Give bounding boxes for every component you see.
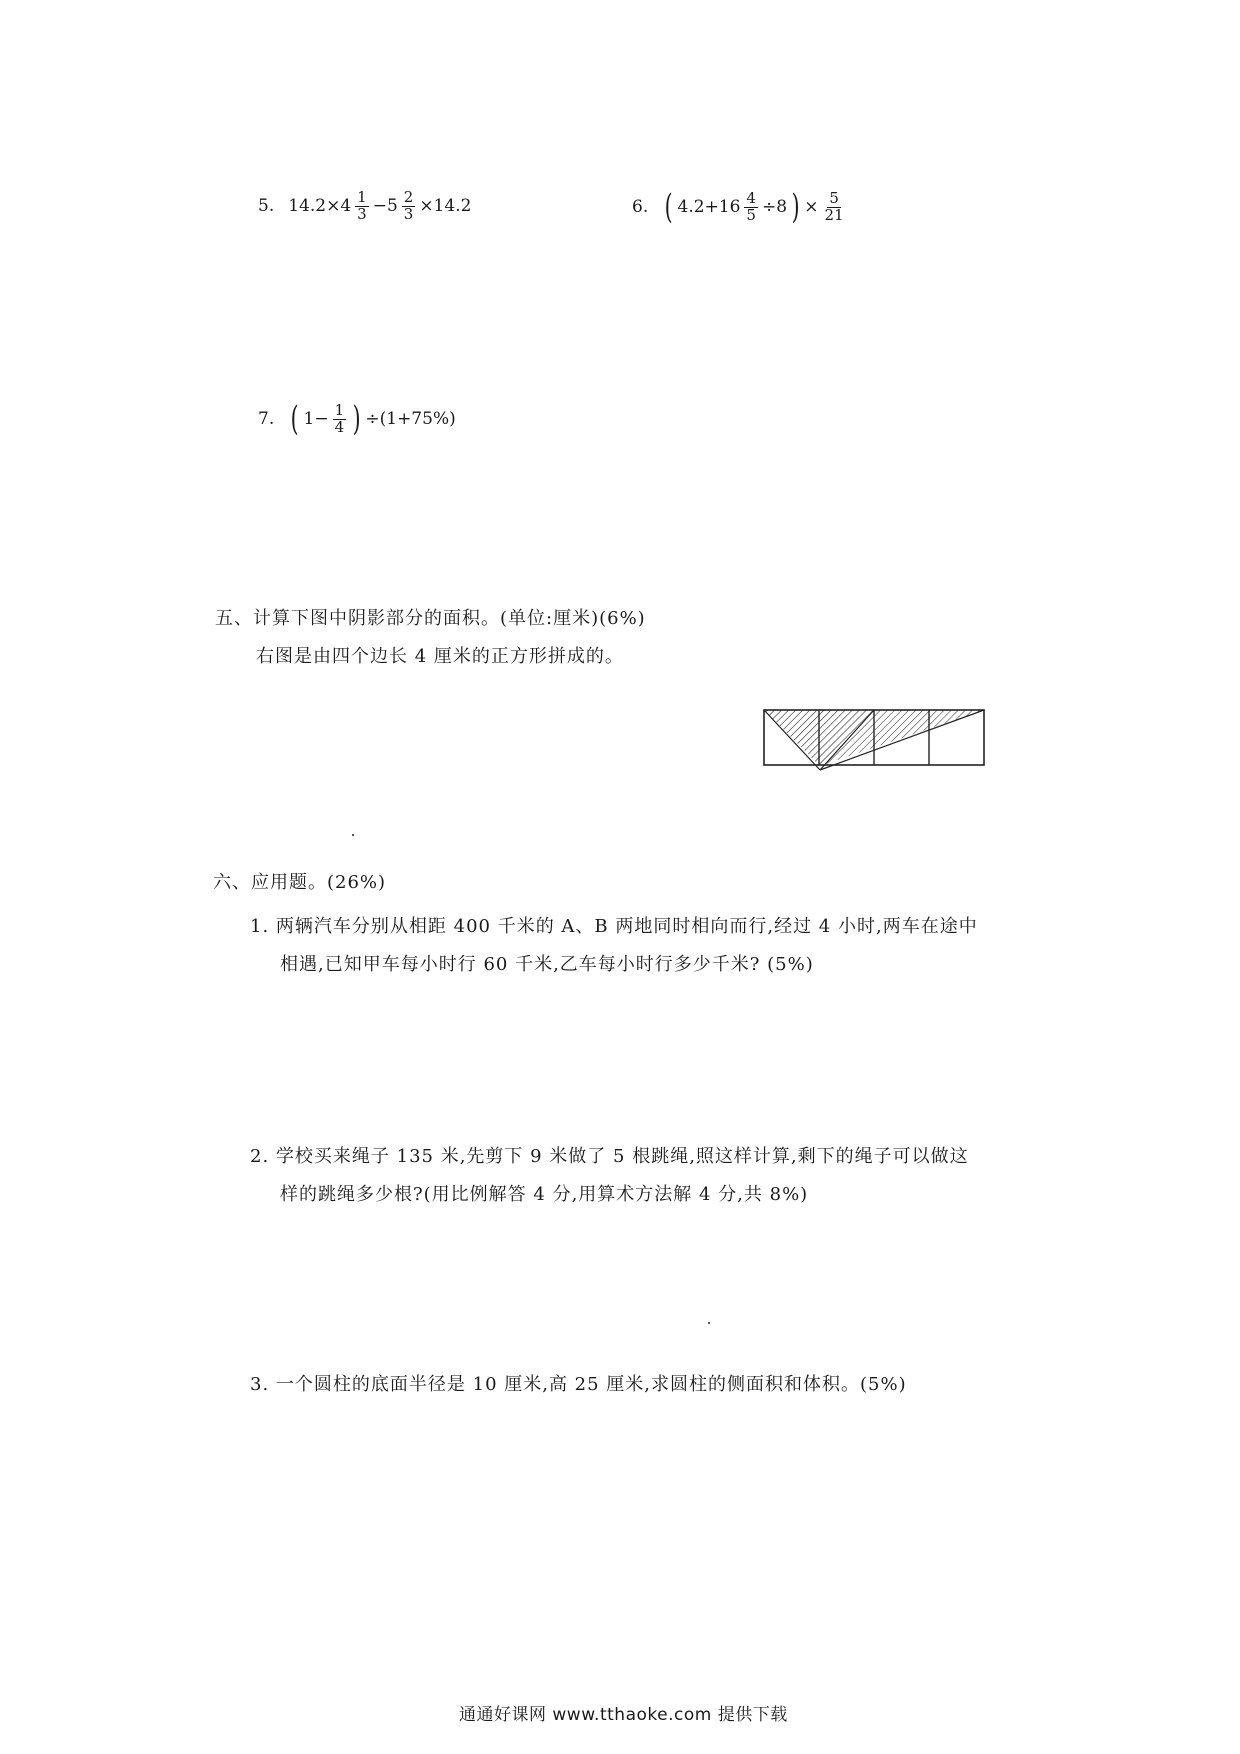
shaded-squares-figure bbox=[762, 708, 992, 776]
right-paren-icon: ) bbox=[352, 399, 361, 439]
section-6-title: 六、应用题。(26%) bbox=[213, 872, 387, 893]
question-2-line-1: 2. 学校买来绳子 135 米,先剪下 9 米做了 5 根跳绳,照这样计算,剩下的绳子可以做这 bbox=[250, 1146, 969, 1167]
problem-6-fraction-1: $\frac{4}{5}$ bbox=[746, 188, 756, 224]
right-paren-icon: ) bbox=[791, 187, 800, 227]
problem-7-fraction: $\frac{1}{4}$ bbox=[334, 400, 345, 436]
problem-7-term-b: ÷(1+75%) bbox=[365, 409, 456, 429]
question-1-line-1: 1. 两辆汽车分别从相距 400 千米的 A、B 两地同时相向而行,经过 4 小时,两车在途中 bbox=[250, 916, 978, 937]
left-paren-icon: ( bbox=[290, 399, 299, 439]
left-paren-icon: ( bbox=[664, 187, 673, 227]
problem-5-term-b: −5 bbox=[372, 196, 398, 217]
problem-6-term-a: 4.2+16 bbox=[677, 197, 741, 217]
problem-5 bbox=[258, 190, 471, 223]
problem-5-fraction-2: $\frac{2}{3}$ bbox=[403, 188, 414, 223]
scan-speck bbox=[708, 1322, 710, 1324]
problem-7-term-a: 1− bbox=[303, 409, 329, 429]
problem-6-term-c: × bbox=[804, 197, 819, 217]
question-3-line-1: 3. 一个圆柱的底面半径是 10 厘米,高 25 厘米,求圆柱的侧面积和体积。(5%) bbox=[250, 1374, 907, 1395]
problem-6-number: 6. bbox=[632, 197, 649, 217]
problem-6-term-b: ÷8 bbox=[761, 197, 788, 217]
scan-speck bbox=[352, 834, 354, 836]
problem-5-fraction-1: $\frac{1}{3}$ bbox=[357, 188, 367, 223]
problem-5-number: 5. bbox=[258, 196, 275, 217]
problem-5-term-a: 14.2×4 bbox=[288, 196, 352, 217]
question-2-line-2: 样的跳绳多少根?(用比例解答 4 分,用算术方法解 4 分,共 8%) bbox=[280, 1184, 809, 1205]
question-1-line-2: 相遇,已知甲车每小时行 60 千米,乙车每小时行多少千米? (5%) bbox=[280, 954, 814, 975]
problem-5-term-c: ×14.2 bbox=[419, 196, 472, 217]
problem-7-number: 7. bbox=[258, 409, 275, 429]
section-5-description: 右图是由四个边长 4 厘米的正方形拼成的。 bbox=[256, 646, 624, 667]
problem-6 bbox=[632, 187, 848, 227]
problem-7 bbox=[258, 399, 456, 439]
problem-6-fraction-2: $\frac{5}{21}$ bbox=[824, 188, 844, 224]
footer-download-note: 通通好课网 www.tthaoke.com 提供下载 bbox=[459, 1705, 788, 1725]
section-5-title: 五、计算下图中阴影部分的面积。(单位:厘米)(6%) bbox=[215, 608, 646, 629]
